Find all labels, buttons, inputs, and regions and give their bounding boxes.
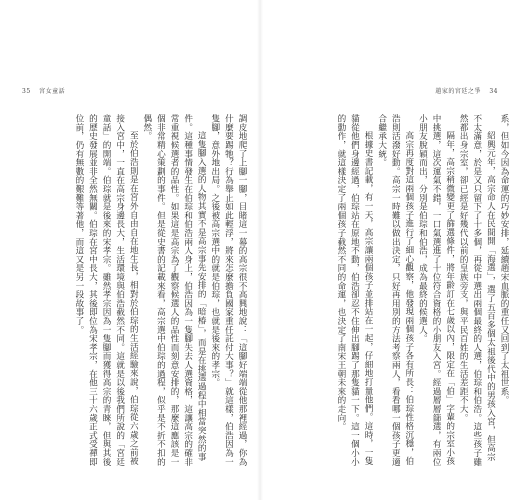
right-body-text bbox=[274, 114, 510, 466]
left-paragraph-2: 這隻腳入選的人物其實不是高宗事先安排的「暗椿」，而是在挑選過程中相當突然的事件。這種事情發生在伯琮和伯浩兩人身上，伯浩因為一隻腳失去人選資格，這讓高宗的確非常重視候選者的品性。如果這是高宗為了觀察候選人的品性而刻意安排的，那麼這應該是一個非常精心策劃的事件。但是從史書的記載來看，高宗選中伯琮的過程，似乎是不折不扣的偶然。 bbox=[141, 114, 207, 466]
right-paragraph-2: 紹興元年，高宗命人在民間開「海選」，選了五百多個太祖後代中的男孩入宮，但高宗不太滿意，於是又只留下了十多個，再從中選出兩個最終的人選，伯琮和伯浩。這些孩子雖然都出身宗室，卻已經是好幾代以前的皇族旁支，與平民百姓的生活差距不大。 bbox=[458, 114, 496, 466]
right-page bbox=[260, 0, 520, 500]
left-page-number: 35 bbox=[22, 88, 31, 95]
right-paragraph-5: 根據史書記載，有一天，高宗讓兩個孩子並排站在一起，仔細地打量他們。這時，一隻貓從他們身邊經過，伯琮站在原地不動，伯浩卻忍不住伸出腳踢了那隻貓一下。這一個小小的動作，就這樣決定了兩個孩子截然不同的命運，也決定了南宋王朝未來的走向。 bbox=[335, 114, 374, 466]
right-running-header bbox=[435, 86, 504, 95]
left-running-head-title: 宮女童話 bbox=[39, 88, 66, 95]
right-paragraph-1: 系，但如今因為命運的巧妙安排，延續趙宋血脈的重任又回到了太祖世系。 bbox=[499, 114, 509, 405]
right-paragraph-3: 隔年，高宗稍微變更了篩選條件，將年齡訂在七歲以內，限定在「伯」字輩的宗室小孩中挑選，這次運氣不錯，一口氣選進了十位符合資格的小朋友入宮。經過層層篩選，有兩位小朋友脫穎而出，分別是伯琮和伯浩，成為最終的候選人。 bbox=[417, 114, 455, 466]
left-paragraph-3: 至於伯浩則是在宮外自由自在地生長，相對於伯琮的生活經驗來說，伯琮從六歲之前被接入宮中，一直在高宗身邊長大，生活環境與伯浩截然不同。這就是以後我們所說的「宮廷童話」的開端。伯琮就是後來的宋孝宗。雖然孝宗因為一隻腳而獲得高宗的青睞，但與其後的歷史發展並非全然無關。伯琮在宮中長大，其後即位為宋孝宗，在他三十六歲正式受禪即位前，仍有無數的艱難等著他，而這又是另一段故事了。 bbox=[73, 114, 139, 466]
left-body-text bbox=[36, 114, 248, 466]
left-running-header bbox=[16, 86, 65, 95]
right-page-number: 34 bbox=[489, 88, 498, 95]
left-paragraph-1: 調皮地爬了上腳一腳，目睹這一幕的高宗很不高興地說：「這腳好端端從他那裡經過，你為什麼要踢牠？行為舉止如此輕浮，將來怎麼擔負國家重任託付大事？」就這樣，伯浩因為一隻腳，意外地出局。之後被高宗選中的就是伯琮，也就是後來的孝宗。 bbox=[209, 114, 247, 466]
right-running-head-title: 趙家的宮廷之爭 bbox=[435, 88, 481, 95]
right-paragraph-4: 高宗再度對這兩個孩子進行了細心觀察，他發現兩個孩子各有所長：伯琮性格沉穩，伯浩則活潑好動。高宗一時難以做出決定，只好再用別的方法考察兩人，看看哪一個孩子更適合繼承大統。 bbox=[376, 114, 414, 466]
